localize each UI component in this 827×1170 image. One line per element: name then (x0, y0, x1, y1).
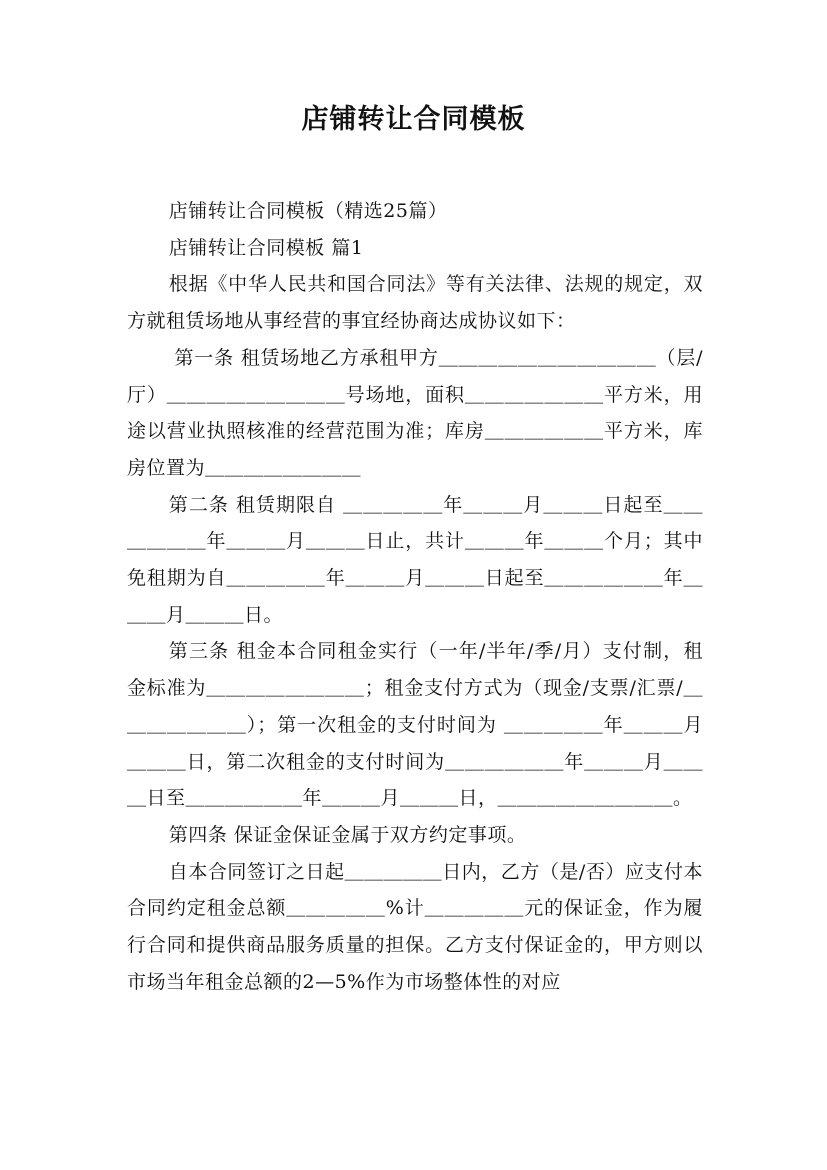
section-heading: 店铺转让合同模板 篇1 (168, 236, 364, 259)
deposit-paragraph: 自本合同签订之日起＿＿＿＿＿日内，乙方（是/否）应支付本合同约定租金总额＿＿＿＿＿%计＿＿＿＿＿元的保证金，作为履行合同和提供商品服务质量的担保。乙方支付保证金的，甲方则以市场当年租金总额的2—5%作为市场整体性的对应 (127, 860, 703, 993)
document-title: 店铺转让合同模板 (301, 104, 526, 135)
preamble-paragraph: 根据《中华人民共和国合同法》等有关法律、法规的规定，双方就租赁场地从事经营的事宜经协商达成协议如下： (127, 273, 703, 333)
subtitle-line: 店铺转让合同模板（精选25篇） (168, 200, 448, 222)
clause-3-paragraph: 第三条 租金本合同租金实行（一年/半年/季/月）支付制，租金标准为＿＿＿＿＿＿＿＿；租金支付方式为（现金/支票/汇票/＿＿＿＿＿＿＿）；第一次租金的支付时间为 ＿＿＿＿＿年＿＿＿月＿＿＿日，第二次租金的支付时间为＿＿＿＿＿＿年＿＿＿月＿＿＿日至＿＿＿＿＿＿年＿＿＿月＿＿＿日，＿＿＿＿＿＿＿＿＿。 (127, 640, 703, 810)
clause-4-paragraph: 第四条 保证金保证金属于双方约定事项。 (168, 823, 527, 846)
document-body (127, 193, 703, 1000)
clause-2-paragraph: 第二条 租赁期限自 ＿＿＿＿＿年＿＿＿月＿＿＿日起至＿＿＿＿＿＿年＿＿＿月＿＿＿日止，共计＿＿＿年＿＿＿个月；其中免租期为自＿＿＿＿＿年＿＿＿月＿＿＿日起至＿＿＿＿＿＿年＿＿＿月＿＿＿日。 (127, 493, 703, 626)
clause-1-paragraph: 第一条 租赁场地乙方承租甲方＿＿＿＿＿＿＿＿＿＿＿（层/厅）＿＿＿＿＿＿＿＿＿号场地，面积＿＿＿＿＿＿＿平方米，用途以营业执照核准的经营范围为准；库房＿＿＿＿＿＿平方米，库房位置为＿＿＿＿＿＿＿＿ (127, 346, 703, 479)
